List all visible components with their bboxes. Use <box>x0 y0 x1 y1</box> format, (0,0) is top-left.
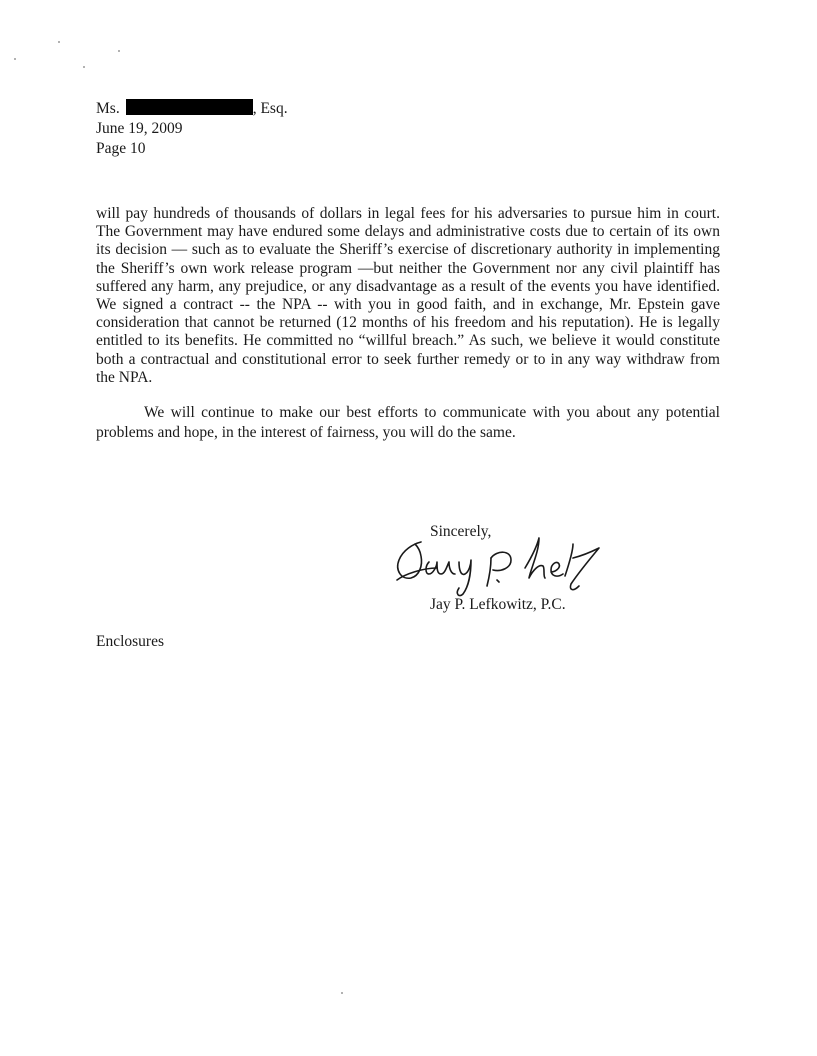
scan-speck <box>341 992 343 994</box>
scan-speck <box>83 66 85 68</box>
salutation-prefix: Ms. <box>96 100 120 117</box>
scan-speck <box>14 58 16 60</box>
letter-date: June 19, 2009 <box>96 120 183 137</box>
signer-name: Jay P. Lefkowitz, P.C. <box>430 596 566 613</box>
scan-speck <box>58 41 60 43</box>
body-paragraph-2: We will continue to make our best efforts to communicate with you about any potential problems and hope, in the interest of fairness, you will do the same. <box>96 404 720 441</box>
redaction-bar <box>126 99 253 115</box>
scan-speck <box>118 50 120 52</box>
page-number: Page 10 <box>96 140 146 157</box>
body-paragraph-1: will pay hundreds of thousands of dollars in legal fees for his adversaries to pursue him in court. The Government may have endured some delays and administrative costs due to certain of its own its decision — such as to evaluate the Sheriff’s exercise of discretionary authority in implementing the Sheriff’s own work release program —but neither the Government nor any civil plaintiff has suffered any harm, any prejudice, or any disadvantage as a result of the events you have identified. We signed a contract -- the NPA -- with you in good faith, and in exchange, Mr. Epstein gave consideration that cannot be returned (12 months of his freedom and his reputation). He is legally entitled to its benefits. He committed no “willful breach.” As such, we believe it would constitute both a contractual and constitutional error to seek further remedy or to in any way withdraw from the NPA. <box>96 205 720 386</box>
handwritten-signature <box>393 528 603 598</box>
salutation-suffix: , Esq. <box>252 100 288 117</box>
letter-header <box>96 99 288 159</box>
valediction: Sincerely, <box>430 523 492 540</box>
recipient-line <box>96 99 288 119</box>
enclosures-note: Enclosures <box>96 633 165 650</box>
